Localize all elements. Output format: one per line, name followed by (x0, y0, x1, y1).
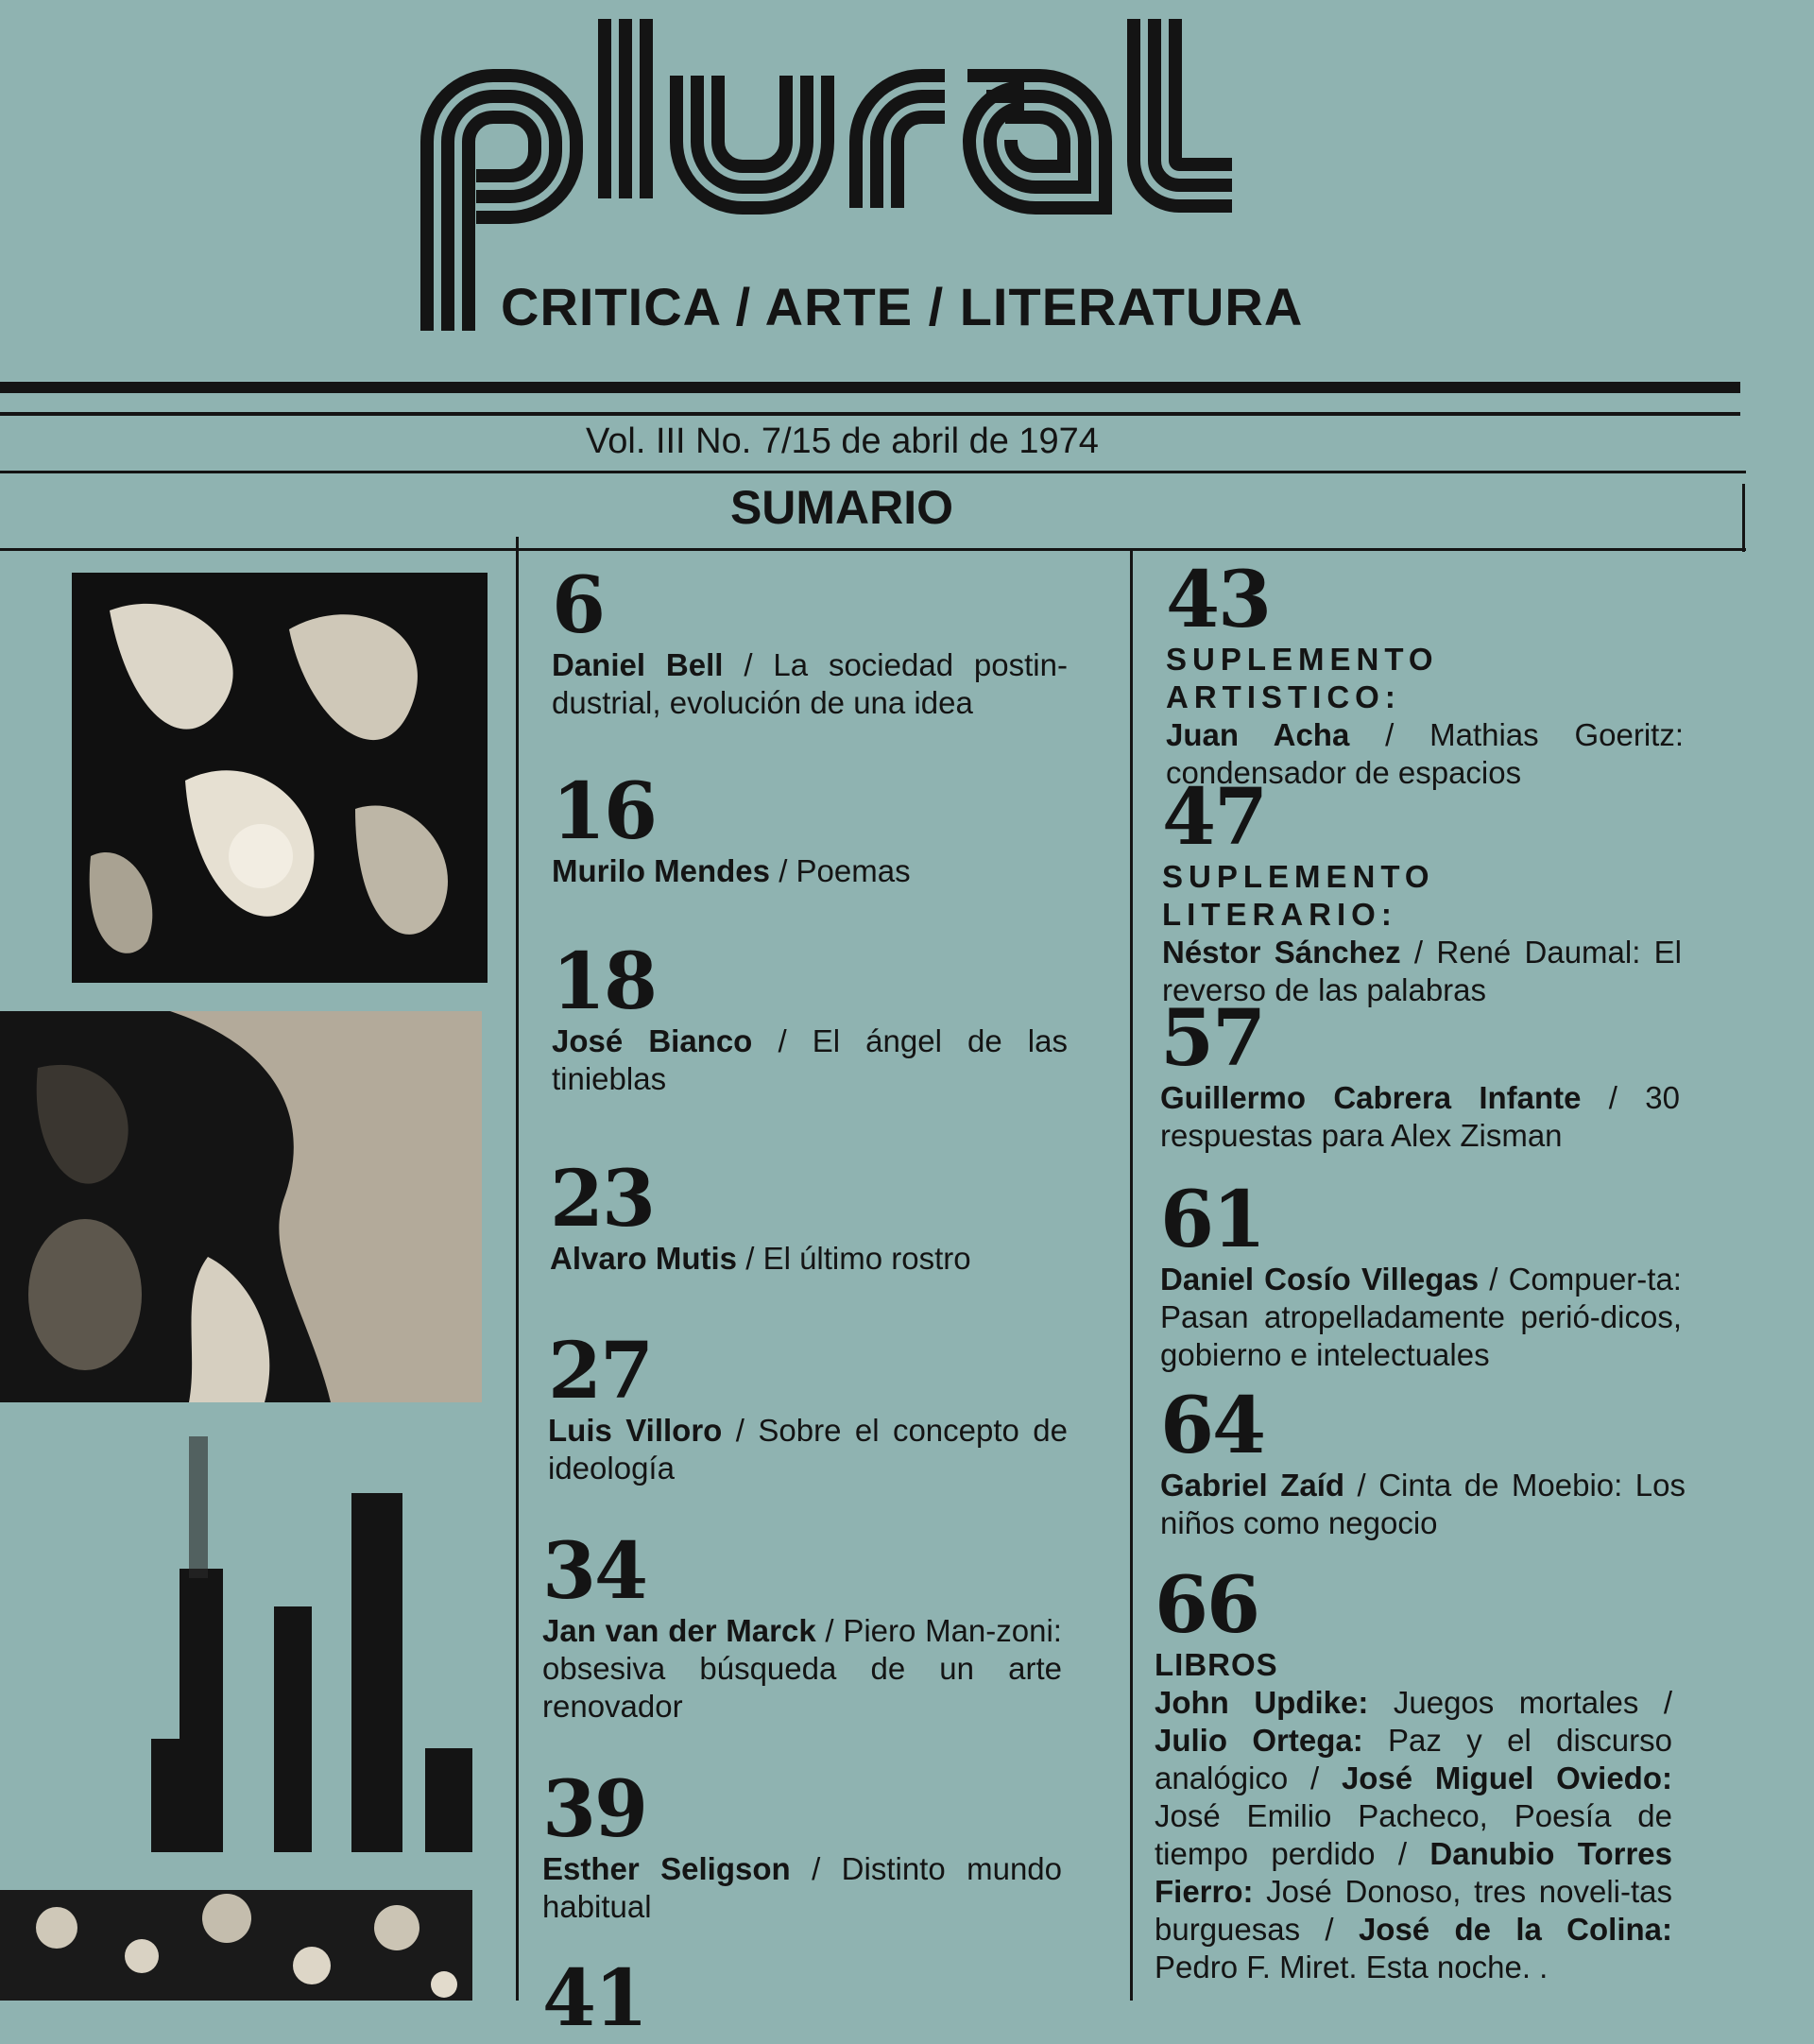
masthead-rule-thin (0, 412, 1740, 416)
table-top-rule (0, 471, 1746, 473)
entry-author: Gabriel Zaíd (1160, 1468, 1345, 1503)
sumario-heading: SUMARIO (729, 481, 954, 534)
abstract-sculpture-photo (72, 573, 488, 983)
toc-entry[interactable]: 34 Jan van der Marck / Piero Man-zoni: obsesiva búsqueda de un arte renovador (542, 1526, 1062, 1724)
figure-closeup-photo (0, 1011, 482, 1402)
entry-title: Piero Man-zoni: obsesiva búsqueda de un arte renovador (542, 1613, 1062, 1724)
page-number: 18 (552, 936, 657, 1027)
entry-title: La sociedad postin-dustrial, evolución de una idea (552, 647, 1068, 720)
toc-entry[interactable]: 6 Daniel Bell / La sociedad postin-dustrial, evolución de una idea (552, 560, 1068, 720)
entry-author: Esther Seligson (542, 1851, 791, 1886)
section-label: LIBROS (1155, 1647, 1278, 1682)
entry-title: Poemas (796, 853, 911, 888)
review-title: Juegos mortales (1393, 1685, 1639, 1720)
entry-title: Distinto mundo habitual (542, 1851, 1063, 1924)
review-title: Paz y el discurso analógico (1155, 1723, 1672, 1795)
page-number: 27 (548, 1326, 653, 1417)
page-number: 66 (1155, 1560, 1259, 1651)
review-title: Pedro F. Miret. Esta noche. . (1155, 1950, 1549, 1984)
toc-entry[interactable]: 16 Murilo Mendes / Poemas (552, 771, 1068, 890)
review-author: José de la Colina: (1358, 1912, 1672, 1947)
entry-author: Daniel Bell (552, 647, 724, 682)
column-divider-right (1130, 548, 1133, 2001)
entry-author: Daniel Cosío Villegas (1160, 1262, 1480, 1297)
toc-entry[interactable]: 39 Esther Seligson / Distinto mundo habitual (542, 1764, 1063, 1924)
skyscrapers-image (151, 1436, 482, 1852)
entry-title: El ángel de las tinieblas (552, 1023, 1068, 1096)
toc-entry[interactable]: 43 SUPLEMENTO ARTISTICO: Juan Acha / Mathias Goeritz: condensador de espacios (1166, 555, 1684, 790)
entry-author: José Bianco (552, 1023, 753, 1058)
entry-title: Cinta de Moebio: Los niños como negocio (1160, 1468, 1686, 1540)
table-header-rule (0, 548, 1746, 551)
masthead-rule-thick (0, 382, 1740, 393)
page-number: 6 (552, 560, 605, 651)
toc-entry[interactable]: 18 José Bianco / El ángel de las tinieblas (552, 936, 1068, 1096)
section-label: SUPLEMENTO LITERARIO: (1162, 859, 1435, 932)
entry-author: Juan Acha (1166, 717, 1350, 752)
page-number: 57 (1160, 993, 1265, 1084)
toc-entry-libros[interactable] (1155, 1560, 1673, 1986)
review-author: Julio Ortega: (1155, 1723, 1363, 1758)
toc-entry[interactable]: 57 Guillermo Cabrera Infante / 30 respuestas para Alex Zisman (1160, 993, 1680, 1153)
toc-entry[interactable]: 27 Luis Villoro / Sobre el concepto de ideología (548, 1326, 1068, 1486)
page-number: 43 (1166, 555, 1271, 645)
entry-author: Néstor Sánchez (1162, 935, 1401, 970)
issue-line: Vol. III No. 7/15 de abril de 1974 (586, 421, 1099, 461)
tagline: CRITICA / ARTE / LITERATURA (501, 277, 1304, 336)
page-number: 41 (542, 1953, 647, 2044)
page-number: 16 (552, 766, 657, 857)
entry-title: Compuer-ta: Pasan atropelladamente perió-dicos, gobierno e intelectuales (1160, 1262, 1682, 1372)
column-divider-left (516, 537, 519, 2001)
entry-title: El último rostro (762, 1241, 971, 1276)
toc-entry[interactable] (542, 1953, 1062, 2044)
review-title: José Emilio Pacheco, Poesía de tiempo perdido (1155, 1798, 1672, 1871)
review-author: John Updike: (1155, 1685, 1369, 1720)
entry-author: Jan van der Marck (542, 1613, 816, 1648)
section-label: SUPLEMENTO ARTISTICO: (1166, 642, 1439, 714)
toc-entry[interactable]: 61 Daniel Cosío Villegas / Compuer-ta: Pasan atropelladamente perió-dicos, gobierno e intelectuales (1160, 1175, 1682, 1372)
page-number: 47 (1162, 772, 1267, 863)
page-number: 64 (1160, 1381, 1265, 1471)
entry-title: Mathias Goeritz: condensador de espacios (1166, 717, 1684, 790)
page-number: 39 (542, 1764, 647, 1855)
entry-author: Luis Villoro (548, 1413, 723, 1448)
toc-entry[interactable]: 47 SUPLEMENTO LITERARIO: Néstor Sánchez / René Daumal: El reverso de las palabras (1162, 772, 1682, 1007)
foliage-photo (0, 1890, 472, 2001)
page-number: 23 (550, 1154, 655, 1245)
entry-author: Murilo Mendes (552, 853, 771, 888)
libros-list: John Updike: Juegos mortales / Julio Ortega: Paz y el discurso analógico / José Miguel Oviedo: José Emilio Pacheco, Poesía de tiempo perdido / Danubio Torres Fierro: José Donoso, tres noveli-tas burguesas / José de la Colina: Pedro F. Miret. Esta noche. . (1155, 1685, 1673, 1984)
page-number: 34 (542, 1526, 647, 1617)
entry-title: Sobre el concepto de ideología (548, 1413, 1068, 1486)
toc-entry[interactable]: 64 Gabriel Zaíd / Cinta de Moebio: Los niños como negocio (1160, 1381, 1686, 1540)
entry-title: 30 respuestas para Alex Zisman (1160, 1080, 1680, 1153)
table-right-rule (1742, 484, 1745, 552)
entry-author: Alvaro Mutis (550, 1241, 738, 1276)
toc-entry[interactable]: 23 Alvaro Mutis / El último rostro (550, 1159, 1068, 1278)
review-author: José Miguel Oviedo: (1341, 1761, 1672, 1795)
review-title: José Donoso, tres noveli-tas burguesas (1155, 1874, 1672, 1947)
page-number: 61 (1160, 1175, 1265, 1265)
entry-author: Guillermo Cabrera Infante (1160, 1080, 1582, 1115)
review-author: Danubio Torres Fierro: (1155, 1836, 1672, 1909)
entry-title: René Daumal: El reverso de las palabras (1162, 935, 1682, 1007)
